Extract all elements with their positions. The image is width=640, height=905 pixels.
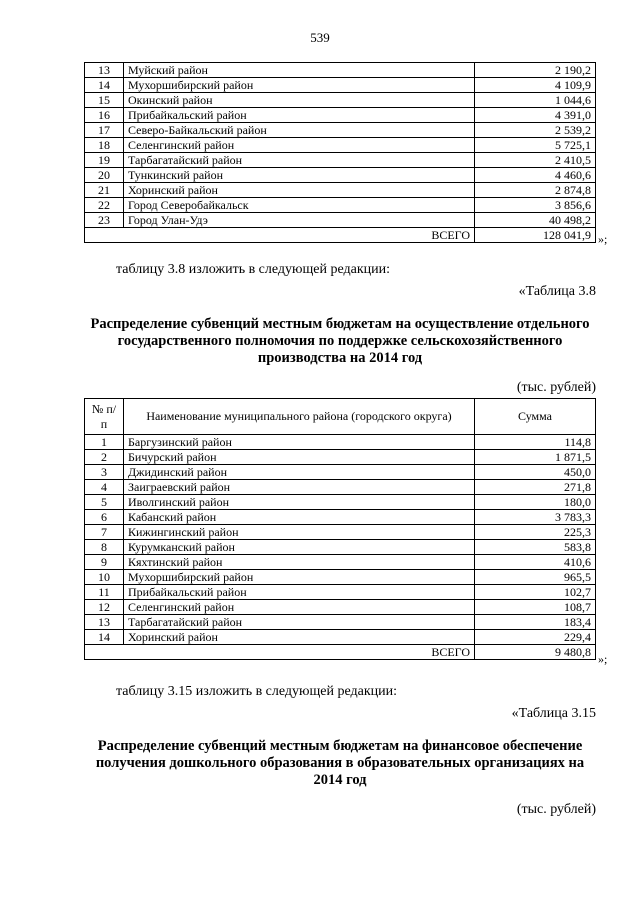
district-name: Кяхтинский район — [124, 555, 475, 570]
district-name: Мухоршибирский район — [124, 570, 475, 585]
total-blank-cell — [85, 228, 124, 243]
district-name: Кабанский район — [124, 510, 475, 525]
table-row — [85, 510, 596, 525]
row-number: 2 — [85, 450, 124, 465]
district-name: Хоринский район — [124, 183, 475, 198]
table-row — [85, 138, 596, 153]
district-name: Джидинский район — [124, 465, 475, 480]
district-name: Хоринский район — [124, 630, 475, 645]
amount: 3 856,6 — [475, 198, 596, 213]
district-name: Северо-Байкальский район — [124, 123, 475, 138]
amount: 2 874,8 — [475, 183, 596, 198]
district-name: Мухоршибирский район — [124, 78, 475, 93]
row-number: 20 — [85, 168, 124, 183]
table-row — [85, 540, 596, 555]
district-name: Тарбагатайский район — [124, 153, 475, 168]
table-row — [85, 198, 596, 213]
district-name: Муйский район — [124, 63, 475, 78]
table-row — [85, 630, 596, 645]
total-value: 128 041,9 — [475, 228, 596, 243]
table-row — [85, 465, 596, 480]
row-number: 21 — [85, 183, 124, 198]
amount: 114,8 — [475, 435, 596, 450]
amount: 183,4 — [475, 615, 596, 630]
district-name: Баргузинский район — [124, 435, 475, 450]
district-name: Селенгинский район — [124, 600, 475, 615]
amount: 2 539,2 — [475, 123, 596, 138]
amount: 229,4 — [475, 630, 596, 645]
district-name: Селенгинский район — [124, 138, 475, 153]
district-name: Тарбагатайский район — [124, 615, 475, 630]
row-number: 9 — [85, 555, 124, 570]
table-3-8-title: Распределение субвенций местным бюджетам на осуществление отдельного государственного полномочия по поддержке сельскохозяйственного производства на 2014 год — [90, 316, 590, 366]
amount: 108,7 — [475, 600, 596, 615]
row-number: 23 — [85, 213, 124, 228]
row-number: 14 — [85, 78, 124, 93]
amount: 4 109,9 — [475, 78, 596, 93]
amount: 965,5 — [475, 570, 596, 585]
amount: 450,0 — [475, 465, 596, 480]
district-name: Тункинский район — [124, 168, 475, 183]
amount: 40 498,2 — [475, 213, 596, 228]
table-row — [85, 525, 596, 540]
table-row — [85, 63, 596, 78]
amount: 2 410,5 — [475, 153, 596, 168]
district-name: Кижингинский район — [124, 525, 475, 540]
row-number: 1 — [85, 435, 124, 450]
row-number: 14 — [85, 630, 124, 645]
table-row — [85, 615, 596, 630]
amount: 1 044,6 — [475, 93, 596, 108]
table-row — [85, 93, 596, 108]
total-label: ВСЕГО — [124, 228, 475, 243]
col-header-name: Наименование муниципального района (городского округа) — [124, 399, 475, 435]
row-number: 17 — [85, 123, 124, 138]
table-row — [85, 480, 596, 495]
table2-closing-quote: »; — [598, 652, 608, 666]
row-number: 16 — [85, 108, 124, 123]
amount: 2 190,2 — [475, 63, 596, 78]
amount: 225,3 — [475, 525, 596, 540]
table-row — [85, 450, 596, 465]
page-number: 539 — [310, 30, 330, 45]
table-row — [85, 183, 596, 198]
table-row — [85, 108, 596, 123]
amount: 180,0 — [475, 495, 596, 510]
amount: 410,6 — [475, 555, 596, 570]
district-name: Заиграевский район — [124, 480, 475, 495]
row-number: 10 — [85, 570, 124, 585]
row-number: 5 — [85, 495, 124, 510]
amendment-paragraph-3-15: таблицу 3.15 изложить в следующей редакции: — [116, 684, 398, 699]
table-row — [85, 555, 596, 570]
row-number: 22 — [85, 198, 124, 213]
table-3-8-reference: «Таблица 3.8 — [518, 284, 596, 299]
total-row — [85, 228, 596, 243]
row-number: 8 — [85, 540, 124, 555]
table-3-15-units: (тыс. рублей) — [516, 802, 596, 817]
col-header-sum: Сумма — [475, 399, 596, 435]
table-3-8-units: (тыс. рублей) — [516, 380, 596, 395]
district-name: Окинский район — [124, 93, 475, 108]
row-number: 11 — [85, 585, 124, 600]
subvention-table-continued — [84, 62, 596, 243]
row-number: 7 — [85, 525, 124, 540]
district-name: Город Северобайкальск — [124, 198, 475, 213]
district-name: Прибайкальский район — [124, 585, 475, 600]
amount: 3 783,3 — [475, 510, 596, 525]
amount: 4 391,0 — [475, 108, 596, 123]
table-row — [85, 78, 596, 93]
table-3-15-title: Распределение субвенций местным бюджетам на финансовое обеспечение получения дошкольного образования в образовательных организациях на 2014 год — [95, 738, 585, 788]
table1-closing-quote: »; — [598, 232, 608, 246]
row-number: 12 — [85, 600, 124, 615]
table-row — [85, 585, 596, 600]
table-row — [85, 123, 596, 138]
district-name: Город Улан-Удэ — [124, 213, 475, 228]
table-row — [85, 168, 596, 183]
row-number: 19 — [85, 153, 124, 168]
district-name: Прибайкальский район — [124, 108, 475, 123]
amount: 102,7 — [475, 585, 596, 600]
table-row — [85, 495, 596, 510]
col-header-number: № п/п — [85, 399, 124, 435]
district-name: Курумканский район — [124, 540, 475, 555]
table-row — [85, 213, 596, 228]
amount: 1 871,5 — [475, 450, 596, 465]
total-value: 9 480,8 — [475, 645, 596, 660]
table-row — [85, 600, 596, 615]
row-number: 15 — [85, 93, 124, 108]
row-number: 13 — [85, 615, 124, 630]
table-row — [85, 570, 596, 585]
table-3-15-reference: «Таблица 3.15 — [511, 706, 596, 721]
amount: 583,8 — [475, 540, 596, 555]
row-number: 18 — [85, 138, 124, 153]
amount: 271,8 — [475, 480, 596, 495]
amount: 5 725,1 — [475, 138, 596, 153]
table-row — [85, 435, 596, 450]
row-number: 13 — [85, 63, 124, 78]
row-number: 3 — [85, 465, 124, 480]
district-name: Бичурский район — [124, 450, 475, 465]
amount: 4 460,6 — [475, 168, 596, 183]
district-name: Иволгинский район — [124, 495, 475, 510]
total-blank-cell — [85, 645, 124, 660]
table-row — [85, 153, 596, 168]
row-number: 6 — [85, 510, 124, 525]
total-label: ВСЕГО — [124, 645, 475, 660]
table-3-8 — [84, 398, 596, 660]
total-row — [85, 645, 596, 660]
row-number: 4 — [85, 480, 124, 495]
amendment-paragraph-3-8: таблицу 3.8 изложить в следующей редакции: — [116, 262, 391, 277]
